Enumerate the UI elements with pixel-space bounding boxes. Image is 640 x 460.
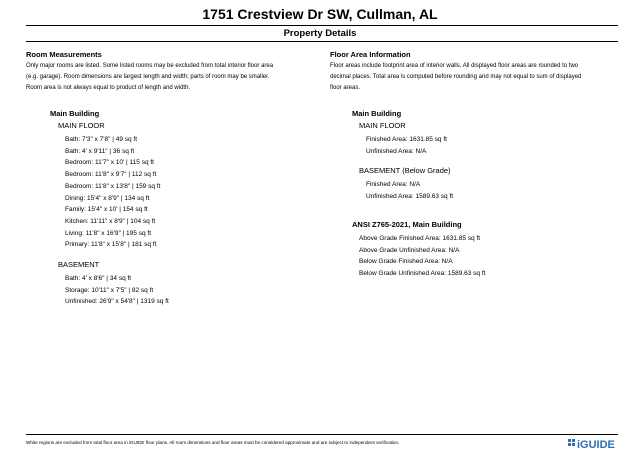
ansi-heading: ANSI Z765-2021, Main Building	[352, 219, 462, 229]
description-line: Room area is not always equal to product of length and width.	[26, 85, 191, 91]
room-row: Living: 11'8" x 16'9" | 195 sq ft	[65, 229, 151, 237]
floor-label: MAIN FLOOR	[359, 121, 406, 130]
room-row: Bedroom: 11'8" x 13'8" | 159 sq ft	[65, 182, 161, 190]
room-row: Bath: 4' x 8'6" | 34 sq ft	[65, 275, 132, 283]
room-row: Storage: 10'11" x 7'5" | 82 sq ft	[65, 286, 154, 294]
page-subtitle: Property Details	[283, 28, 357, 39]
description-line: Only major rooms are listed. Some listed rooms may be excluded from total interior floor area	[26, 63, 274, 69]
floor-area-heading: Floor Area Information	[330, 50, 411, 59]
floor-label: MAIN FLOOR	[58, 121, 105, 130]
room-measurements-heading: Room Measurements	[26, 50, 102, 59]
area-row: Below Grade Finished Area: N/A	[359, 258, 453, 266]
building-name: Main Building	[50, 109, 100, 118]
floor-label: BASEMENT	[58, 260, 100, 270]
room-row: Family: 15'4" x 10' | 154 sq ft	[65, 206, 148, 214]
iguide-logo-icon	[568, 438, 620, 450]
room-row: Unfinished: 26'9" x 54'8" | 1319 sq ft	[65, 298, 169, 306]
room-measurements-section	[26, 50, 321, 308]
svg-text:iGUIDE: iGUIDE	[577, 439, 615, 450]
area-row: Unfinished Area: N/A	[366, 147, 427, 155]
room-row: Primary: 11'8" x 15'8" | 181 sq ft	[65, 241, 157, 249]
iguide-logo	[568, 437, 620, 449]
room-row: Bedroom: 11'7" x 10' | 115 sq ft	[65, 159, 154, 167]
building-name: Main Building	[352, 109, 402, 118]
floor-label: BASEMENT (Below Grade)	[359, 166, 451, 176]
footer-divider	[26, 434, 618, 435]
description-line: Floor areas include footprint area of interior walls. All displayed floor areas are rounded to two	[330, 63, 579, 69]
subheader-divider	[26, 41, 618, 42]
area-row: Unfinished Area: 1589.63 sq ft	[366, 193, 454, 201]
floor-area-description	[330, 61, 625, 94]
footer-disclaimer: White regions are excluded from total floor area in iGUIDE floor plans. All room dimensions and floor areas must be considered approximate and are subject to independent verification.	[26, 440, 400, 445]
area-row: Above Grade Unfinished Area: N/A	[359, 246, 460, 254]
description-line: (e.g. garage). Room dimensions are largest length and width; parts of room may be smaller.	[26, 74, 270, 80]
room-row: Bath: 7'3" x 7'8" | 49 sq ft	[65, 136, 138, 143]
description-line: decimal places. Total area is computed before rounding and may not equal to sum of displayed	[330, 74, 582, 80]
description-line: floor areas.	[330, 85, 361, 91]
room-row: Bath: 4' x 9'11" | 36 sq ft	[65, 147, 135, 155]
room-row: Bedroom: 11'8" x 9'7" | 112 sq ft	[65, 171, 157, 179]
area-row: Below Grade Unfinished Area: 1589.63 sq ft	[359, 269, 486, 277]
area-row: Above Grade Finished Area: 1631.85 sq ft	[359, 234, 481, 242]
room-row: Dining: 15'4" x 8'9" | 134 sq ft	[65, 194, 150, 202]
area-row: Finished Area: N/A	[366, 181, 421, 189]
page-title: 1751 Crestview Dr SW, Cullman, AL	[202, 6, 438, 22]
header-divider	[26, 25, 618, 26]
room-row: Kitchen: 11'11" x 8'9" | 104 sq ft	[65, 217, 156, 225]
room-measurements-description	[26, 61, 321, 94]
floor-area-section	[330, 50, 625, 280]
area-row: Finished Area: 1631.85 sq ft	[366, 136, 447, 143]
